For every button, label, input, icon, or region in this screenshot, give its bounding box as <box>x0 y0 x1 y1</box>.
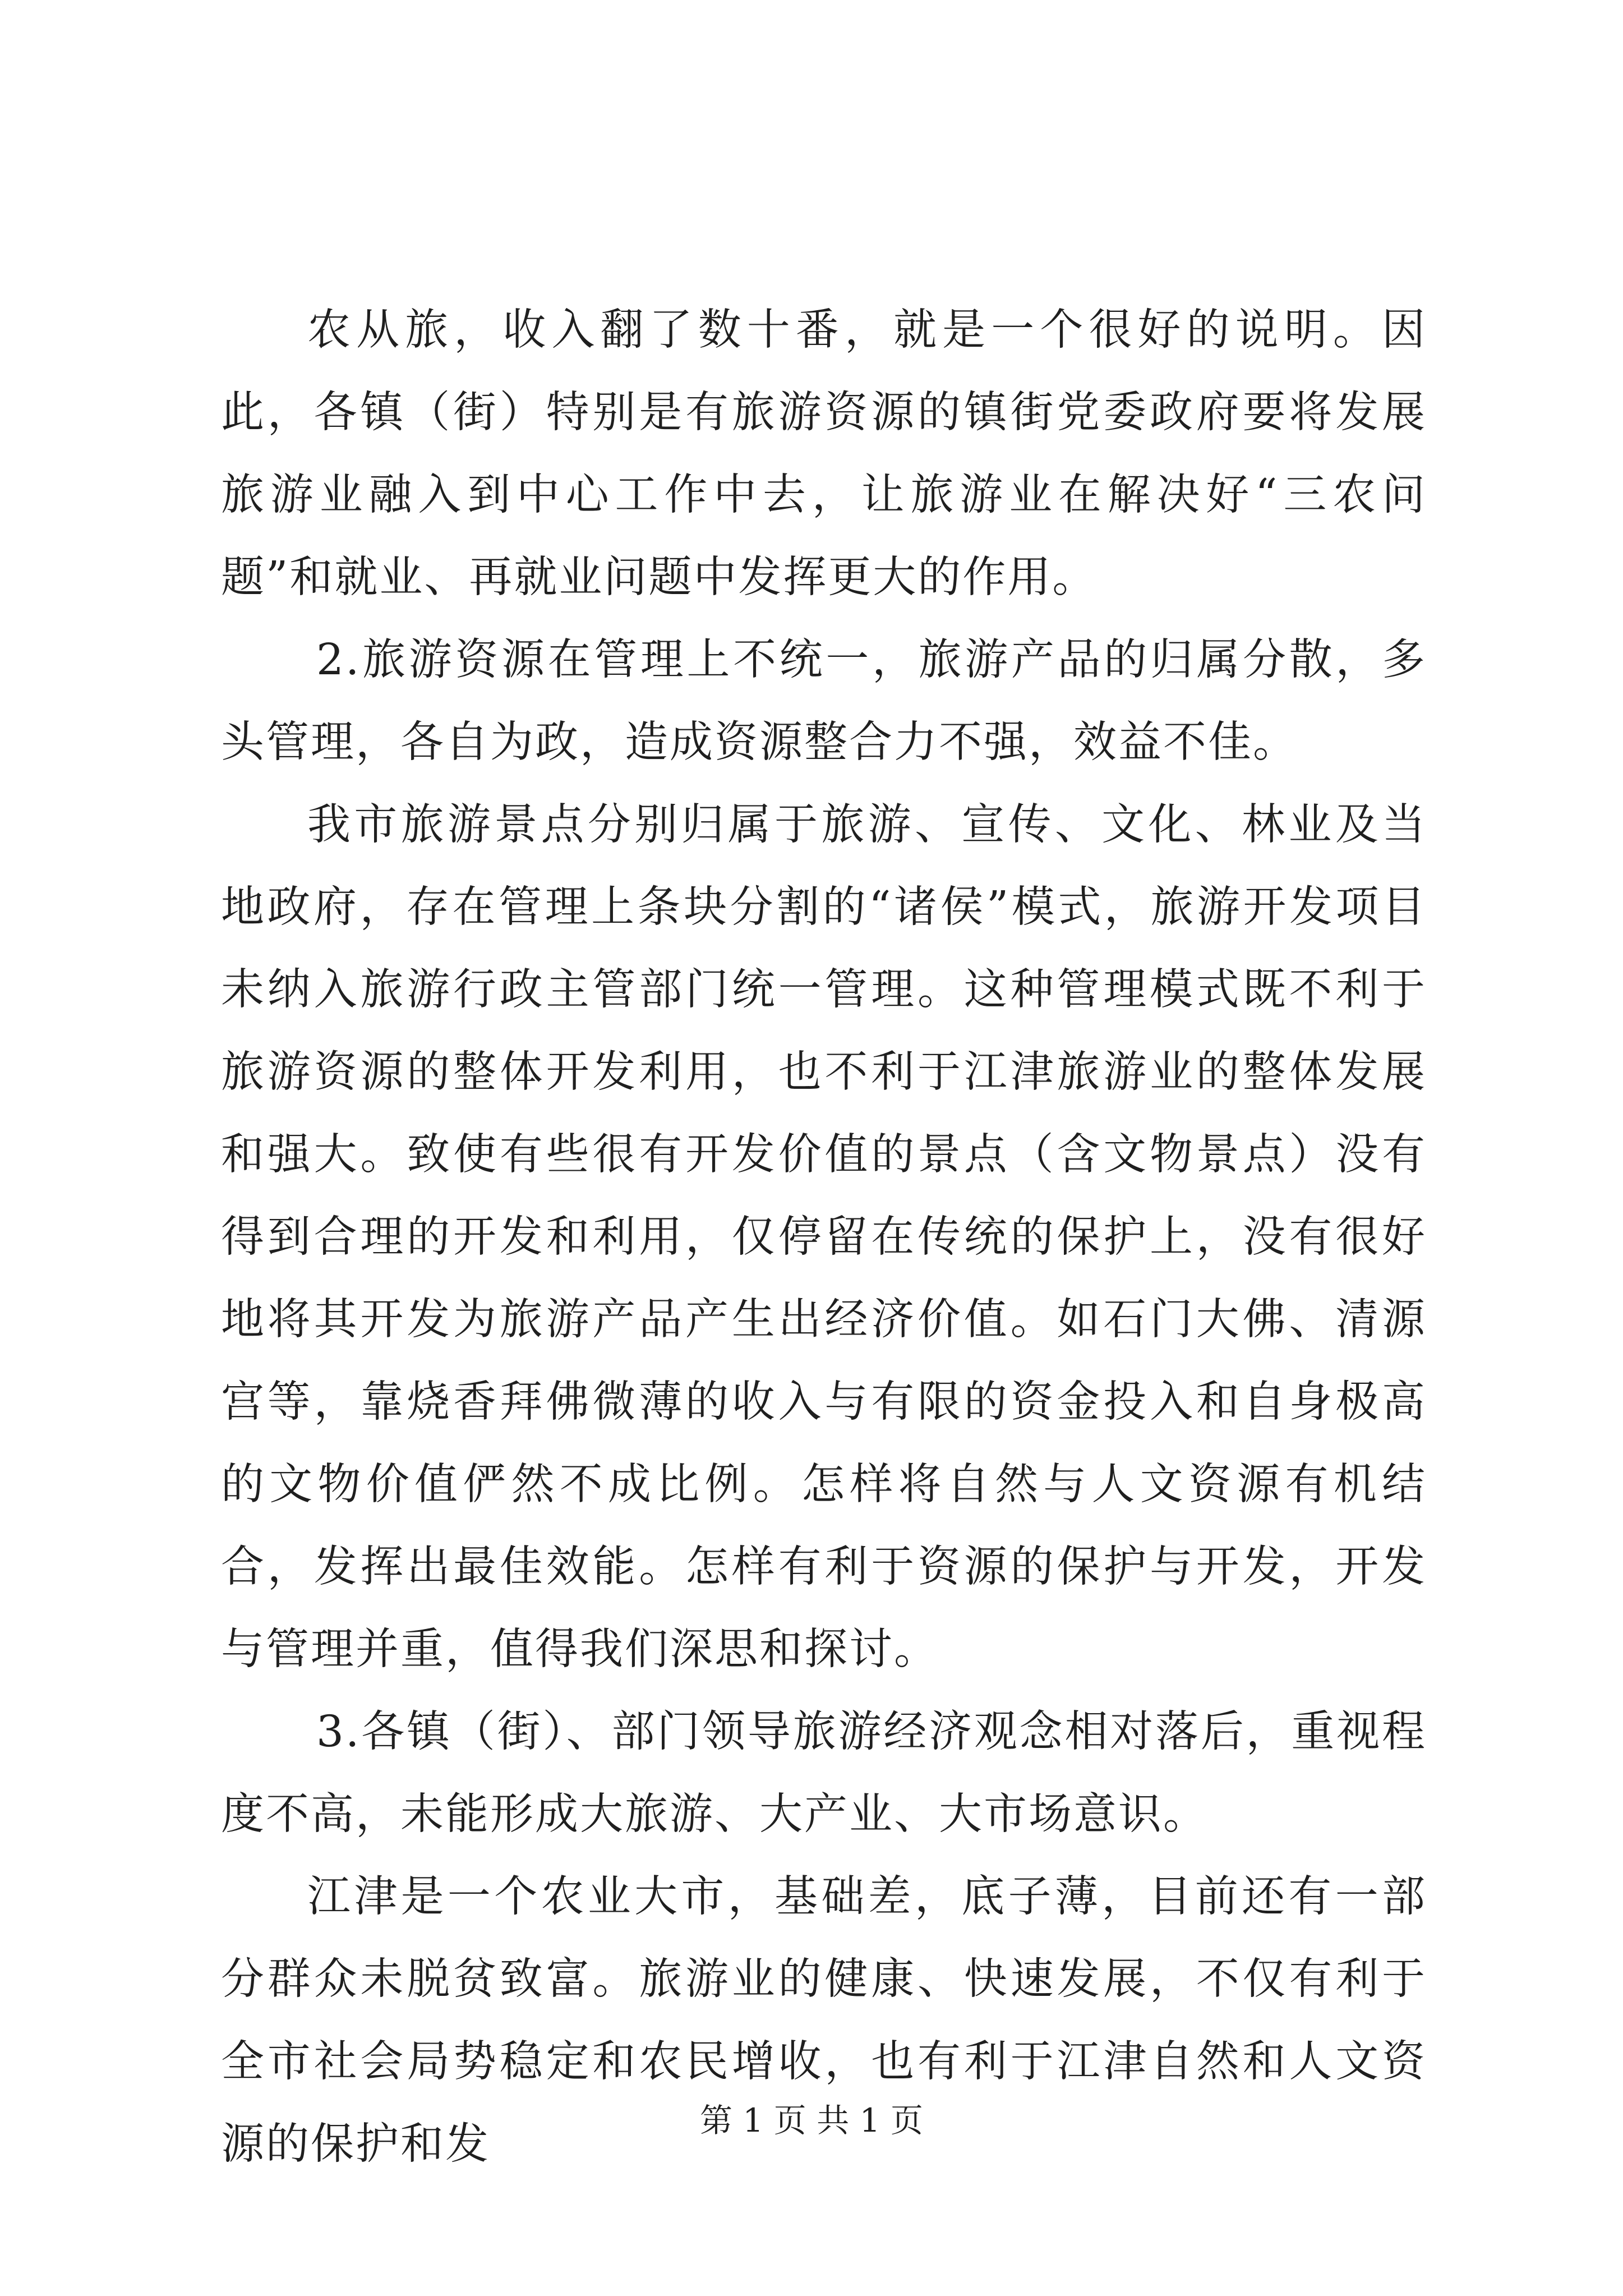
paragraph-point-2-heading: 2.旅游资源在管理上不统一，旅游产品的归属分散，多头管理，各自为政，造成资源整合力不强，效益不佳。 <box>221 635 1427 767</box>
document-body <box>221 289 1427 2185</box>
page-number-footer: 第 1 页 共 1 页 <box>700 2101 923 2139</box>
paragraph-point-3-heading: 3.各镇（街）、部门领导旅游经济观念相对落后，重视程度不高，未能形成大旅游、大产业、大市场意识。 <box>221 1707 1427 1839</box>
paragraph-intro-continuation: 农从旅，收入翻了数十番，就是一个很好的说明。因此，各镇（街）特别是有旅游资源的镇街党委政府要将发展旅游业融入到中心工作中去，让旅游业在解决好“三农问题”和就业、再就业问题中发挥更大的作用。 <box>221 305 1427 602</box>
paragraph-point-2-body: 我市旅游景点分别归属于旅游、宣传、文化、林业及当地政府，存在管理上条块分割的“诸侯”模式，旅游开发项目未纳入旅游行政主管部门统一管理。这种管理模式既不利于旅游资源的整体开发利用，也不利于江津旅游业的整体发展和强大。致使有些很有开发价值的景点（含文物景点）没有得到合理的开发和利用，仅停留在传统的保护上，没有很好地将其开发为旅游产品产生出经济价值。如石门大佛、清源宫等，靠烧香拜佛微薄的收入与有限的资金投入和自身极高的文物价值俨然不成比例。怎样将自然与人文资源有机结合，发挥出最佳效能。怎样有利于资源的保护与开发，开发与管理并重，值得我们深思和探讨。 <box>221 800 1427 1674</box>
paragraph-point-3-body: 江津是一个农业大市，基础差，底子薄，目前还有一部分群众未脱贫致富。旅游业的健康、快速发展，不仅有利于全市社会局势稳定和农民增收，也有利于江津自然和人文资源的保护和发 <box>221 1872 1427 2169</box>
